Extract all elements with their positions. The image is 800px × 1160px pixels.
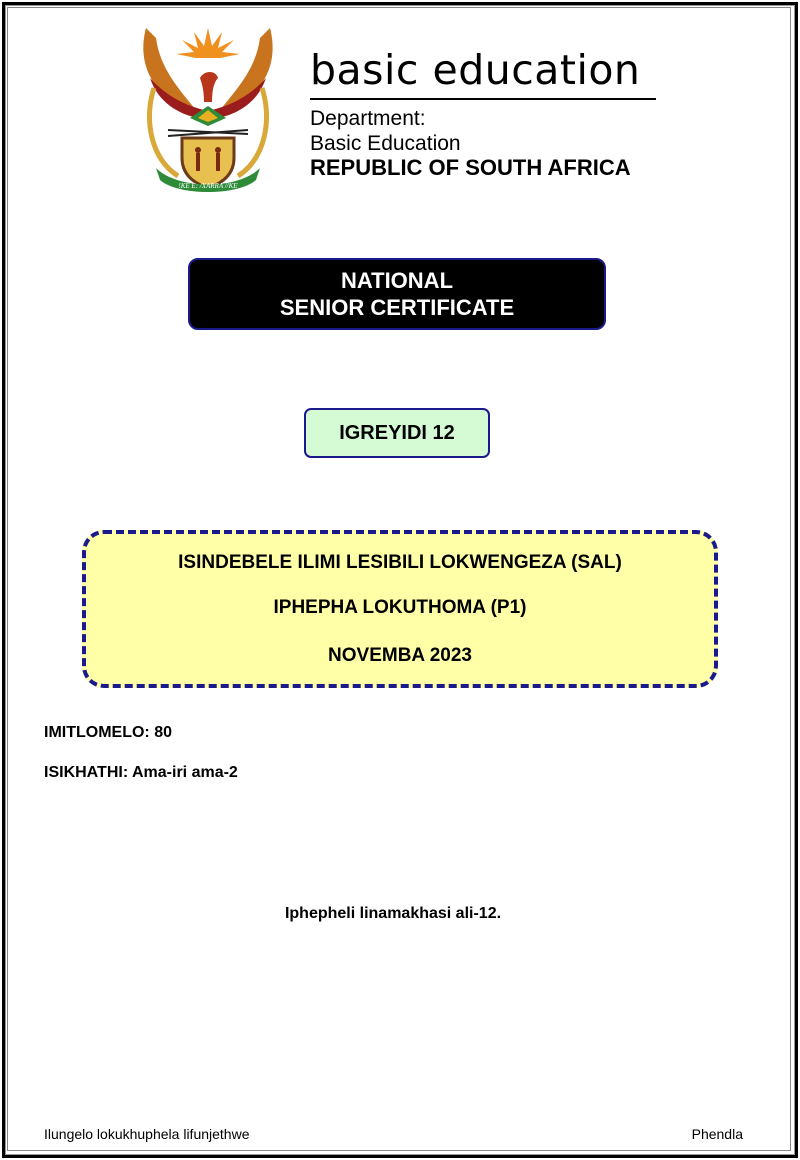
certificate-line-2: SENIOR CERTIFICATE	[279, 295, 515, 320]
footer-next: Phendla	[691, 1126, 743, 1142]
department-label: Department:	[310, 107, 426, 130]
subject-name: ISINDEBELE ILIMI LESIBILI LOKWENGEZA (SAL)	[178, 552, 622, 573]
time-info	[44, 764, 238, 782]
grade-badge: IGREYIDI 12	[304, 408, 490, 458]
svg-text:!KE E: /XARRA //KE: !KE E: /XARRA //KE	[178, 182, 238, 190]
paper-number: IPHEPHA LOKUTHOMA (P1)	[273, 597, 527, 618]
marks-info: IMITLOMELO: 80	[44, 724, 172, 741]
footer-copyright: Ilungelo lokukhuphela lifunjethwe	[44, 1126, 250, 1142]
certificate-banner	[188, 258, 606, 330]
certificate-line-1: NATIONAL	[340, 268, 454, 293]
time-value: Ama-iri ama-2	[132, 764, 238, 781]
exam-date: NOVEMBA 2023	[328, 645, 472, 666]
coat-of-arms-icon	[138, 18, 278, 193]
pages-note: Iphepheli linamakhasi ali-12.	[284, 905, 502, 922]
subject-box	[82, 530, 718, 688]
brand-title: basic education	[310, 46, 641, 94]
department-name: Basic Education	[310, 132, 461, 155]
country-name: REPUBLIC OF SOUTH AFRICA	[310, 155, 631, 180]
brand-divider	[310, 98, 656, 100]
time-label: ISIKHATHI:	[44, 764, 129, 781]
